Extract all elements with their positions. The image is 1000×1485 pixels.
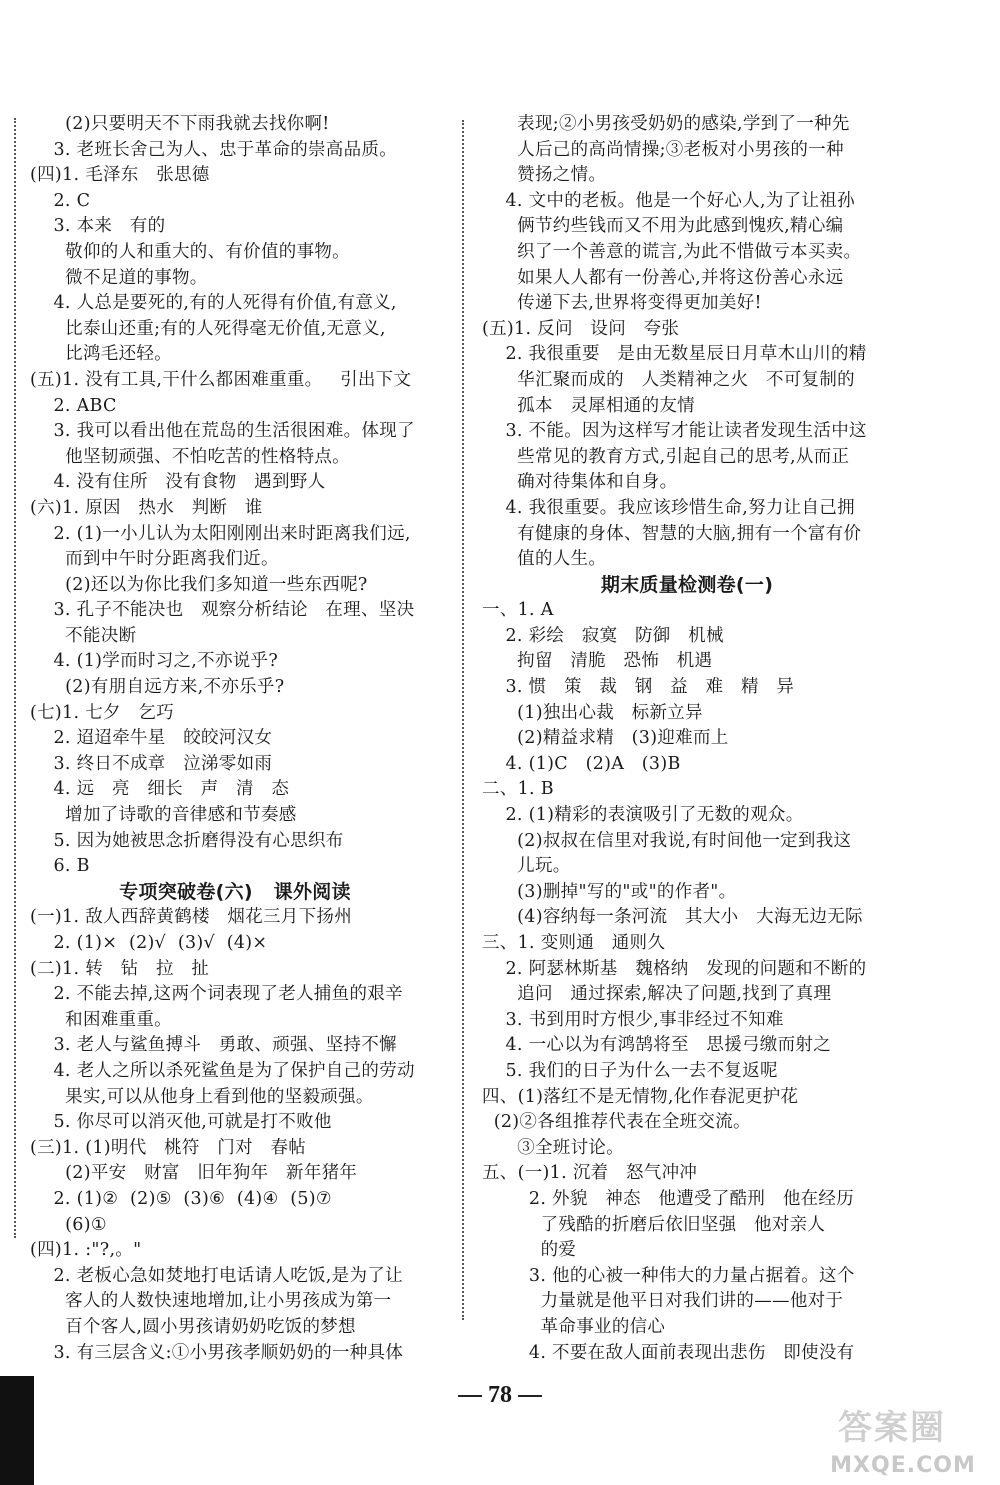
answer-line: 儿玩。 bbox=[482, 856, 571, 877]
answer-line: 织了一个善意的谎言,为此不惜做亏本买卖。 bbox=[482, 241, 862, 262]
answer-line: 2. 阿瑟林斯基 魏格纳 发现的问题和不断的 bbox=[482, 958, 867, 979]
answer-line: 如果人人都有一份善心,并将这份善心永远 bbox=[482, 267, 844, 288]
answer-line: 3. 终日不成章 泣涕零如雨 bbox=[30, 753, 273, 774]
answer-line: (六)1. 原因 热水 判断 谁 bbox=[30, 497, 263, 518]
dash-right bbox=[518, 1395, 542, 1397]
answer-line: 不能决断 bbox=[30, 625, 137, 646]
answer-line: (2)平安 财富 旧年狗年 新年猪年 bbox=[30, 1163, 358, 1184]
answer-line: 他坚韧顽强、不怕吃苦的性格特点。 bbox=[30, 446, 350, 467]
answer-line: 2. (1)精彩的表演吸引了无数的观众。 bbox=[482, 805, 804, 826]
answer-line: 4. 远 亮 细长 声 清 态 bbox=[30, 779, 290, 800]
answer-line: 传递下去,世界将变得更加美好! bbox=[482, 293, 762, 314]
answer-line: 2. 迢迢牵牛星 皎皎河汉女 bbox=[30, 728, 273, 749]
answer-line: (2)只要明天不下雨我就去找你啊! bbox=[30, 114, 330, 134]
answer-line: 4. 一心以为有鸿鹄将至 思援弓缴而射之 bbox=[482, 1035, 831, 1056]
answer-line: 而到中午时分距离我们近。 bbox=[30, 549, 279, 570]
black-edge-tab bbox=[0, 1376, 34, 1485]
answer-line: (七)1. 七夕 乞巧 bbox=[30, 702, 175, 723]
answer-line: (6)① bbox=[30, 1214, 107, 1235]
answer-line: 有健康的身体、智慧的大脑,拥有一个富有价 bbox=[482, 523, 862, 544]
answer-line: (五)1. 反问 设问 夸张 bbox=[482, 318, 680, 339]
answer-line: 客人的人数快速地增加,让小男孩成为第一 bbox=[30, 1291, 392, 1312]
answer-line: 五、(一)1. 沉着 怒气冲冲 bbox=[482, 1163, 698, 1184]
answer-line: 4. 我很重要。我应该珍惜生命,努力让自己拥 bbox=[482, 497, 855, 518]
answer-line: 3. 我可以看出他在荒岛的生活很困难。体现了 bbox=[30, 421, 415, 442]
answer-line: 四、(1)落红不是无情物,化作春泥更护花 bbox=[482, 1086, 799, 1107]
answer-line: 3. 他的心被一种伟大的力量占据着。这个 bbox=[482, 1265, 855, 1286]
answer-line: 微不足道的事物。 bbox=[30, 267, 208, 288]
answer-line: 3. 孔子不能决也 观察分析结论 在理、坚决 bbox=[30, 600, 415, 621]
answer-line: 革命事业的信心 bbox=[482, 1316, 666, 1337]
answer-line: 比泰山还重;有的人死得毫无价值,无意义, bbox=[30, 318, 386, 339]
answer-line: 了残酷的折磨后依旧坚强 他对亲人 bbox=[482, 1214, 826, 1235]
left-column bbox=[30, 112, 440, 1366]
answer-line: 二、1. B bbox=[482, 779, 554, 800]
answer-line: (五)1. 没有工具,干什么都困难重重。 引出下文 bbox=[30, 369, 412, 390]
answer-line: 敬仰的人和重大的、有价值的事物。 bbox=[30, 241, 350, 262]
answer-line: 确对待集体和自身。 bbox=[482, 472, 678, 493]
section-heading: 期末质量检测卷(一) bbox=[600, 573, 774, 596]
answer-line: 的爱 bbox=[482, 1240, 577, 1261]
answer-line: 追问 通过探索,解决了问题,找到了真理 bbox=[482, 984, 832, 1005]
answer-line: 三、1. 变则通 通则久 bbox=[482, 933, 666, 953]
answer-line: 4. 人总是要死的,有的人死得有价值,有意义, bbox=[30, 293, 397, 314]
watermark bbox=[808, 1400, 998, 1480]
answer-line: (3)删掉"写的"或"的作者"。 bbox=[482, 881, 737, 902]
answer-line: 增加了诗歌的音律感和节奏感 bbox=[30, 805, 297, 826]
page-number bbox=[430, 1382, 570, 1409]
dotted-separator-left bbox=[14, 118, 16, 1238]
dotted-separator-middle bbox=[462, 120, 464, 1320]
answer-line: 2. 不能去掉,这两个词表现了老人捕鱼的艰辛 bbox=[30, 984, 403, 1005]
answer-line: 2. 我很重要 是由无数星辰日月草木山川的精 bbox=[482, 344, 867, 365]
answer-line: 6. B bbox=[30, 856, 90, 877]
answer-line: 5. 你尽可以消灭他,可就是打不败他 bbox=[30, 1112, 332, 1133]
answer-line: 比鸿毛还轻。 bbox=[30, 344, 172, 365]
section-heading: 专项突破卷(六) 课外阅读 bbox=[119, 880, 351, 903]
answer-line: 值的人生。 bbox=[482, 549, 607, 570]
answer-line: ③全班讨论。 bbox=[482, 1137, 624, 1158]
answer-line: 华汇聚而成的 人类精神之火 不可复制的 bbox=[482, 369, 855, 390]
answer-line: 2. (1)一小儿认为太阳刚刚出来时距离我们远, bbox=[30, 523, 411, 544]
answer-line: 俩节约些钱而又不用为此感到愧疚,精心编 bbox=[482, 216, 844, 237]
answer-line: 3. 书到用时方恨少,事非经过不知难 bbox=[482, 1009, 784, 1030]
answer-line: 3. 不能。因为这样写才能让读者发现生活中这 bbox=[482, 421, 867, 442]
answer-line: (4)容纳每一条河流 其大小 大海无边无际 bbox=[482, 907, 863, 928]
answer-line: (四)1. :"?,。" bbox=[30, 1240, 142, 1261]
answer-line: (2)有朋自远方来,不亦乐乎? bbox=[30, 677, 285, 698]
dash-left bbox=[458, 1395, 482, 1397]
answer-line: 2. 老板心急如焚地打电话请人吃饭,是为了让 bbox=[30, 1265, 403, 1286]
answer-line: 4. (1)学而时习之,不亦说乎? bbox=[30, 651, 279, 672]
answer-line: 3. 有三层含义:①小男孩孝顺奶奶的一种具体 bbox=[30, 1342, 404, 1363]
watermark-text: MXQE.COM bbox=[830, 1453, 976, 1478]
right-column bbox=[482, 112, 892, 1366]
answer-line: 3. 老人与鲨鱼搏斗 勇敢、顽强、坚持不懈 bbox=[30, 1035, 397, 1056]
answer-line: 孤本 灵犀相通的友情 bbox=[482, 395, 695, 416]
watermark-logo: 答案圈 bbox=[838, 1408, 946, 1448]
answer-line: 3. 本来 有的 bbox=[30, 216, 166, 237]
answer-line: 5. 因为她被思念折磨得没有心思织布 bbox=[30, 830, 344, 851]
answer-line: 2. C bbox=[30, 190, 91, 211]
answer-line: 4. 文中的老板。他是一个好心人,为了让祖孙 bbox=[482, 190, 855, 211]
answer-line: 3. 惯 策 裁 钢 益 难 精 异 bbox=[482, 677, 795, 698]
answer-line: 4. (1)C (2)A (3)B bbox=[482, 753, 681, 774]
answer-line: (2)②各组推荐代表在全班交流。 bbox=[482, 1112, 751, 1133]
answer-line: 表现;②小男孩受奶奶的感染,学到了一种先 bbox=[482, 114, 850, 134]
answer-line: (四)1. 毛泽东 张思德 bbox=[30, 165, 210, 186]
answer-line: (一)1. 敌人西辞黄鹤楼 烟花三月下扬州 bbox=[30, 907, 353, 928]
answer-line: 赞扬之情。 bbox=[482, 165, 607, 186]
answer-line: 些常见的教育方式,引起自己的思考,从而正 bbox=[482, 446, 850, 467]
answer-line: 2. (1)② (2)⑤ (3)⑥ (4)④ (5)⑦ bbox=[30, 1188, 332, 1209]
answer-line: 拘留 清脆 恐怖 机遇 bbox=[482, 651, 713, 672]
answer-line: 2. ABC bbox=[30, 395, 117, 416]
answer-line: 和困难重重。 bbox=[30, 1009, 172, 1030]
answer-line: 4. 不要在敌人面前表现出悲伤 即使没有 bbox=[482, 1342, 855, 1363]
answer-line: (1)独出心裁 标新立异 bbox=[482, 702, 703, 723]
answer-line: 人后己的高尚情操;③老板对小男孩的一种 bbox=[482, 139, 844, 160]
answer-line: 5. 我们的日子为什么一去不复返呢 bbox=[482, 1060, 778, 1081]
answer-line: 4. 老人之所以杀死鲨鱼是为了保护自己的劳动 bbox=[30, 1060, 415, 1081]
page-number-value: 78 bbox=[488, 1382, 512, 1408]
answer-line: (2)还以为你比我们多知道一些东西呢? bbox=[30, 574, 368, 595]
answer-line: 果实,可以从他身上看到他的坚毅顽强。 bbox=[30, 1086, 374, 1107]
answer-line: 2. 彩绘 寂寞 防御 机械 bbox=[482, 625, 724, 646]
answer-line: 力量就是他平日对我们讲的——他对于 bbox=[482, 1291, 844, 1312]
answer-line: (二)1. 转 钻 拉 扯 bbox=[30, 958, 210, 979]
answer-line: 百个客人,圆小男孩请奶奶吃饭的梦想 bbox=[30, 1316, 356, 1337]
answer-line: 4. 没有住所 没有食物 遇到野人 bbox=[30, 472, 326, 493]
answer-line: 2. 外貌 神态 他遭受了酷刑 他在经历 bbox=[482, 1188, 855, 1209]
answer-line: 一、1. A bbox=[482, 600, 554, 621]
answer-line: 3. 老班长舍己为人、忠于革命的崇高品质。 bbox=[30, 139, 398, 160]
answer-line: 2. (1)× (2)√ (3)√ (4)× bbox=[30, 933, 268, 953]
answer-line: (2)精益求精 (3)迎难而上 bbox=[482, 728, 729, 749]
answer-line: (2)叔叔在信里对我说,有时间他一定到我这 bbox=[482, 830, 852, 851]
answer-line: (三)1. (1)明代 桃符 门对 春帖 bbox=[30, 1137, 307, 1158]
